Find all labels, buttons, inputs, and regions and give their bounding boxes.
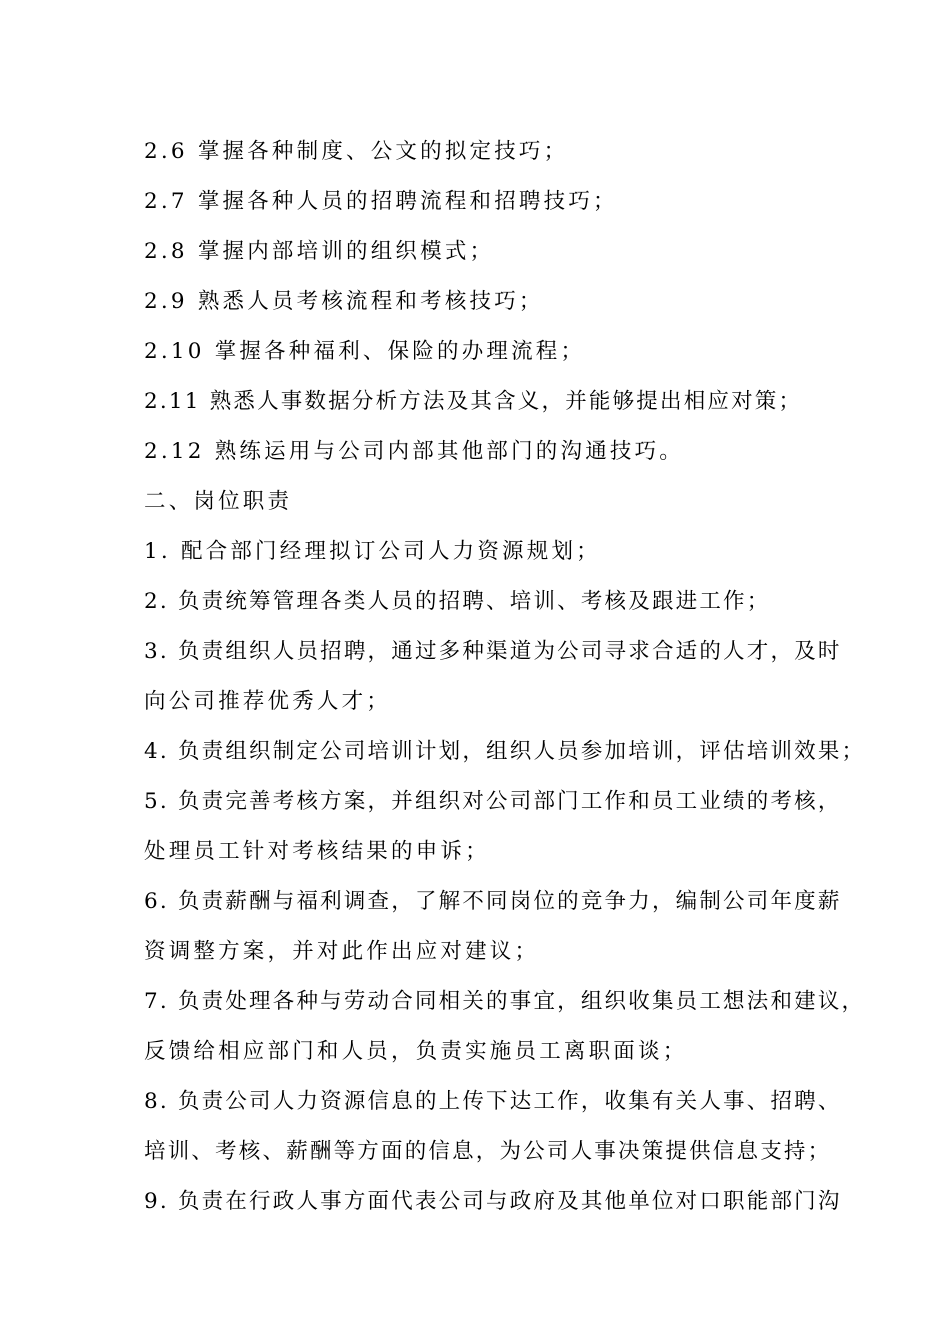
duty-item-7-continued: 反馈给相应部门和人员，负责实施员工离职面谈；	[144, 1039, 688, 1064]
duty-item-7: 7. 负责处理各种与劳动合同相关的事宜，组织收集员工想法和建议，	[144, 989, 866, 1014]
text-line-2-12: 2.12 熟练运用与公司内部其他部门的沟通技巧。	[144, 439, 685, 464]
duty-item-5: 5. 负责完善考核方案，并组织对公司部门工作和员工业绩的考核，	[144, 789, 842, 814]
duty-item-8: 8. 负责公司人力资源信息的上传下达工作，收集有关人事、招聘、	[144, 1089, 842, 1114]
duty-item-6-continued: 资调整方案，并对此作出应对建议；	[144, 939, 540, 964]
duty-item-1: 1. 配合部门经理拟订公司人力资源规划；	[144, 539, 601, 564]
duty-item-3-continued: 向公司推荐优秀人才；	[144, 689, 392, 714]
text-line-2-6: 2.6 掌握各种制度、公文的拟定技巧；	[144, 139, 569, 164]
text-line-2-7: 2.7 掌握各种人员的招聘流程和招聘技巧；	[144, 189, 618, 214]
text-line-2-10: 2.10 掌握各种福利、保险的办理流程；	[144, 339, 586, 364]
duty-item-5-continued: 处理员工针对考核结果的申诉；	[144, 839, 490, 864]
document-body	[144, 130, 866, 1230]
duty-item-3: 3. 负责组织人员招聘，通过多种渠道为公司寻求合适的人才，及时	[144, 639, 842, 664]
duty-item-8-continued: 培训、考核、薪酬等方面的信息，为公司人事决策提供信息支持；	[144, 1139, 832, 1164]
duty-item-6: 6. 负责薪酬与福利调查，了解不同岗位的竞争力，编制公司年度薪	[144, 889, 842, 914]
section-heading-job-duties: 二、岗位职责	[144, 489, 293, 514]
text-line-2-9: 2.9 熟悉人员考核流程和考核技巧；	[144, 289, 544, 314]
duty-item-9: 9. 负责在行政人事方面代表公司与政府及其他单位对口职能部门沟	[144, 1189, 842, 1214]
duty-item-2: 2. 负责统筹管理各类人员的招聘、培训、考核及跟进工作；	[144, 589, 771, 614]
text-line-2-8: 2.8 掌握内部培训的组织模式；	[144, 239, 495, 264]
text-line-2-11: 2.11 熟悉人事数据分析方法及其含义，并能够提出相应对策；	[144, 389, 803, 414]
duty-item-4: 4. 负责组织制定公司培训计划，组织人员参加培训，评估培训效果；	[144, 739, 866, 764]
